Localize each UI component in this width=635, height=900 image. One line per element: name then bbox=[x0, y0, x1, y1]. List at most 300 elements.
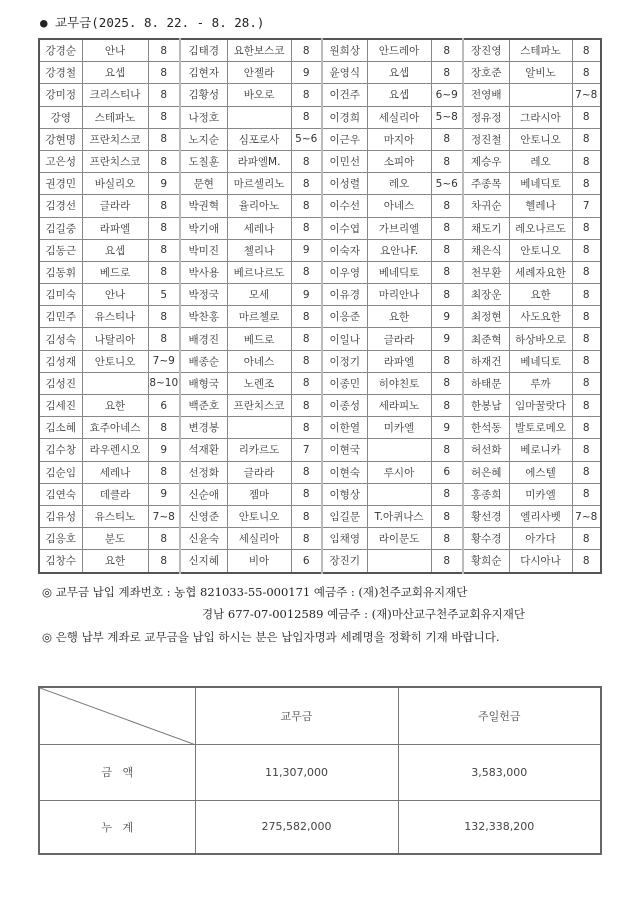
cell-name: 김유성 bbox=[39, 505, 82, 527]
cell-months: 8 bbox=[291, 106, 322, 128]
cell-name: 최준혁 bbox=[463, 328, 509, 350]
cell-baptismal-name bbox=[82, 372, 148, 394]
cell-months: 6 bbox=[431, 461, 463, 483]
cell-months: 7~9 bbox=[148, 350, 180, 372]
cell-name: 김수창 bbox=[39, 439, 82, 461]
cell-name: 이유경 bbox=[322, 284, 367, 306]
cell-name: 강경순 bbox=[39, 39, 82, 62]
cell-months: 8 bbox=[291, 306, 322, 328]
table-row bbox=[39, 483, 601, 505]
cell-months: 6 bbox=[148, 395, 180, 417]
cell-name: 신순애 bbox=[180, 483, 227, 505]
cell-baptismal-name: 베로니카 bbox=[509, 439, 572, 461]
cell-baptismal-name: 세레나 bbox=[227, 217, 291, 239]
cell-name: 박기애 bbox=[180, 217, 227, 239]
section-heading: ● 교무금(2025. 8. 22. - 8. 28.) bbox=[40, 15, 265, 30]
cell-months: 8 bbox=[572, 62, 601, 84]
cell-months: 8 bbox=[291, 417, 322, 439]
cell-name: 이종성 bbox=[322, 395, 367, 417]
cell-months: 8 bbox=[148, 128, 180, 150]
cell-months: 8 bbox=[148, 528, 180, 550]
payment-instruction: ◎ 은행 납부 계좌로 교무금을 납입 하시는 분은 납입자명과 세례명을 정확히 기재 바랍니다. bbox=[42, 630, 500, 644]
cell-months: 8 bbox=[572, 528, 601, 550]
cell-name: 이수선 bbox=[322, 195, 367, 217]
cell-months: 8 bbox=[431, 528, 463, 550]
cell-months: 8 bbox=[291, 217, 322, 239]
cell-months: 9 bbox=[431, 417, 463, 439]
cell-baptismal-name: 레오나르도 bbox=[509, 217, 572, 239]
table-row bbox=[39, 505, 601, 527]
cell-baptismal-name: 요셉 bbox=[367, 62, 431, 84]
cell-months: 7~8 bbox=[148, 505, 180, 527]
cell-baptismal-name: 베드로 bbox=[227, 328, 291, 350]
cell-name: 배형국 bbox=[180, 372, 227, 394]
cell-months: 8 bbox=[431, 550, 463, 573]
account-note-2: 경남 677-07-0012589 예금주 : (재)마산교구천주교회유지재단 bbox=[202, 607, 526, 621]
cell-baptismal-name: 안토니오 bbox=[227, 505, 291, 527]
cell-baptismal-name: 엘리사벳 bbox=[509, 505, 572, 527]
cell-name: 주종목 bbox=[463, 173, 509, 195]
cell-months: 8 bbox=[431, 217, 463, 239]
cell-baptismal-name: 베드로 bbox=[82, 261, 148, 283]
cell-baptismal-name: 안토니오 bbox=[509, 128, 572, 150]
cell-months: 7~8 bbox=[572, 84, 601, 106]
cell-baptismal-name: 율리아노 bbox=[227, 195, 291, 217]
cell-name: 이한열 bbox=[322, 417, 367, 439]
cell-name: 박권혁 bbox=[180, 195, 227, 217]
cell-months: 8 bbox=[572, 173, 601, 195]
cell-name: 박미진 bbox=[180, 239, 227, 261]
cell-baptismal-name bbox=[227, 106, 291, 128]
table-row bbox=[39, 195, 601, 217]
cell-name: 장호준 bbox=[463, 62, 509, 84]
cell-baptismal-name: 나탈리아 bbox=[82, 328, 148, 350]
cell-months: 8 bbox=[431, 239, 463, 261]
cell-name: 김창수 bbox=[39, 550, 82, 573]
cell-name: 박찬홍 bbox=[180, 306, 227, 328]
cell-months: 6 bbox=[291, 550, 322, 573]
cell-baptismal-name: 데클라 bbox=[82, 483, 148, 505]
table-row bbox=[39, 173, 601, 195]
cell-name: 김민주 bbox=[39, 306, 82, 328]
cell-baptismal-name: 세실리아 bbox=[227, 528, 291, 550]
cell-name: 도칠훈 bbox=[180, 150, 227, 172]
table-row bbox=[39, 217, 601, 239]
cell-baptismal-name: 알비노 bbox=[509, 62, 572, 84]
cell-months: 8 bbox=[572, 395, 601, 417]
cell-name: 김동휘 bbox=[39, 261, 82, 283]
cell-name: 나정호 bbox=[180, 106, 227, 128]
cell-name: 이현숙 bbox=[322, 461, 367, 483]
cell-months: 5~8 bbox=[431, 106, 463, 128]
cell-name: 김현자 bbox=[180, 62, 227, 84]
cell-baptismal-name: 레오 bbox=[367, 173, 431, 195]
cell-baptismal-name: 베르나르도 bbox=[227, 261, 291, 283]
cell-name: 석재환 bbox=[180, 439, 227, 461]
cell-baptismal-name: 바실리오 bbox=[82, 173, 148, 195]
cell-name: 김성숙 bbox=[39, 328, 82, 350]
cell-months: 8 bbox=[148, 328, 180, 350]
table-row bbox=[39, 550, 601, 573]
cell-months: 8 bbox=[148, 417, 180, 439]
cell-months: 8 bbox=[572, 217, 601, 239]
diagonal-line bbox=[40, 688, 196, 745]
cell-baptismal-name: 안토니오 bbox=[82, 350, 148, 372]
cell-name: 이종민 bbox=[322, 372, 367, 394]
cell-months: 8 bbox=[148, 195, 180, 217]
cell-name: 홍종희 bbox=[463, 483, 509, 505]
cell-months: 8 bbox=[431, 39, 463, 62]
cell-baptismal-name: 베네딕토 bbox=[509, 173, 572, 195]
cell-baptismal-name: 요한보스코 bbox=[227, 39, 291, 62]
cell-baptismal-name: 요한 bbox=[367, 306, 431, 328]
cell-months: 8 bbox=[291, 350, 322, 372]
cell-name: 이형상 bbox=[322, 483, 367, 505]
cell-baptismal-name: 안나 bbox=[82, 39, 148, 62]
cell-name: 윤영식 bbox=[322, 62, 367, 84]
cell-name: 이건주 bbox=[322, 84, 367, 106]
cell-months: 5~6 bbox=[431, 173, 463, 195]
cell-name: 하재건 bbox=[463, 350, 509, 372]
cell-baptismal-name: 라파엘 bbox=[82, 217, 148, 239]
cell-baptismal-name: 사도요한 bbox=[509, 306, 572, 328]
cell-baptismal-name bbox=[227, 417, 291, 439]
cell-baptismal-name: 아가다 bbox=[509, 528, 572, 550]
cell-months: 8 bbox=[572, 306, 601, 328]
cell-months: 7 bbox=[291, 439, 322, 461]
cell-baptismal-name: 다시아나 bbox=[509, 550, 572, 573]
cell-months: 8 bbox=[431, 284, 463, 306]
cell-name: 이숙자 bbox=[322, 239, 367, 261]
cell-baptismal-name: 요셉 bbox=[82, 239, 148, 261]
cell-months: 8 bbox=[431, 195, 463, 217]
cell-name: 박정국 bbox=[180, 284, 227, 306]
cell-name: 장진기 bbox=[322, 550, 367, 573]
cell-baptismal-name: 요한 bbox=[82, 395, 148, 417]
cell-months: 8 bbox=[431, 505, 463, 527]
table-row bbox=[39, 461, 601, 483]
cell-name: 황선경 bbox=[463, 505, 509, 527]
cell-months: 9 bbox=[291, 239, 322, 261]
cell-months: 9 bbox=[148, 483, 180, 505]
cell-name: 이근우 bbox=[322, 128, 367, 150]
cell-months: 8 bbox=[572, 550, 601, 573]
cell-baptismal-name: 미카엘 bbox=[509, 483, 572, 505]
cell-baptismal-name bbox=[367, 439, 431, 461]
cell-name: 임채영 bbox=[322, 528, 367, 550]
cell-months: 8 bbox=[572, 150, 601, 172]
cell-baptismal-name: 글라라 bbox=[82, 195, 148, 217]
cell-name: 한석동 bbox=[463, 417, 509, 439]
cell-months: 8 bbox=[572, 461, 601, 483]
cell-name: 하태문 bbox=[463, 372, 509, 394]
table-row bbox=[39, 306, 601, 328]
cell-months: 8 bbox=[148, 261, 180, 283]
header-offering: 교무금 bbox=[195, 687, 398, 744]
cell-name: 천무환 bbox=[463, 261, 509, 283]
cell-baptismal-name: 요셉 bbox=[367, 84, 431, 106]
cell-baptismal-name: 아네스 bbox=[367, 195, 431, 217]
cell-baptismal-name: 히야친토 bbox=[367, 372, 431, 394]
cell-months: 8 bbox=[148, 39, 180, 62]
table-row bbox=[39, 239, 601, 261]
account-note-1: ◎ 교무금 납입 계좌번호 : 농협 821033-55-000171 예금주 : (재)천주교회유지재단 bbox=[42, 585, 468, 599]
cell-months: 8 bbox=[572, 483, 601, 505]
cell-name: 이일나 bbox=[322, 328, 367, 350]
cell-months: 8 bbox=[431, 439, 463, 461]
cell-months: 6~9 bbox=[431, 84, 463, 106]
cumulative-sunday: 132,338,200 bbox=[398, 800, 601, 854]
table-row bbox=[39, 328, 601, 350]
cell-name: 문현 bbox=[180, 173, 227, 195]
cell-months: 8 bbox=[291, 372, 322, 394]
cell-name: 황희순 bbox=[463, 550, 509, 573]
cell-baptismal-name: 글라라 bbox=[227, 461, 291, 483]
cell-name: 박사용 bbox=[180, 261, 227, 283]
cell-name: 김동근 bbox=[39, 239, 82, 261]
cell-baptismal-name: 노렌조 bbox=[227, 372, 291, 394]
cell-months: 8 bbox=[291, 261, 322, 283]
cell-months: 8 bbox=[431, 150, 463, 172]
cell-name: 임길문 bbox=[322, 505, 367, 527]
cell-baptismal-name: 하상바오로 bbox=[509, 328, 572, 350]
cell-baptismal-name: 루까 bbox=[509, 372, 572, 394]
cell-name: 강미정 bbox=[39, 84, 82, 106]
cell-name: 최장운 bbox=[463, 284, 509, 306]
table-row bbox=[39, 106, 601, 128]
cell-months: 8 bbox=[431, 483, 463, 505]
cell-months: 8 bbox=[291, 84, 322, 106]
cell-months: 8 bbox=[572, 39, 601, 62]
amount-offering: 11,307,000 bbox=[195, 744, 398, 800]
cell-months: 8 bbox=[148, 84, 180, 106]
cell-months: 9 bbox=[148, 439, 180, 461]
cell-baptismal-name: 헬레나 bbox=[509, 195, 572, 217]
cell-baptismal-name: 요셉 bbox=[82, 62, 148, 84]
cell-baptismal-name: 효주아네스 bbox=[82, 417, 148, 439]
cell-name: 이현국 bbox=[322, 439, 367, 461]
cell-name: 고은성 bbox=[39, 150, 82, 172]
cell-baptismal-name: 에스텔 bbox=[509, 461, 572, 483]
cell-baptismal-name: 마르셀리노 bbox=[227, 173, 291, 195]
table-row bbox=[39, 417, 601, 439]
cell-months: 8 bbox=[572, 239, 601, 261]
cell-name: 변경봉 bbox=[180, 417, 227, 439]
cell-baptismal-name bbox=[367, 550, 431, 573]
cell-name: 제승우 bbox=[463, 150, 509, 172]
cell-months: 8 bbox=[148, 239, 180, 261]
cell-baptismal-name: 요한 bbox=[509, 284, 572, 306]
cell-name: 김미숙 bbox=[39, 284, 82, 306]
cell-baptismal-name: 마지아 bbox=[367, 128, 431, 150]
cell-months: 8 bbox=[148, 106, 180, 128]
diagonal-header-cell bbox=[39, 687, 195, 744]
cell-name: 원희상 bbox=[322, 39, 367, 62]
row-label-cumulative: 누 계 bbox=[39, 800, 195, 854]
cell-name: 백준호 bbox=[180, 395, 227, 417]
cell-months: 5~6 bbox=[291, 128, 322, 150]
cell-months: 8 bbox=[148, 217, 180, 239]
cell-name: 배종순 bbox=[180, 350, 227, 372]
cell-months: 8 bbox=[291, 395, 322, 417]
cell-months: 8 bbox=[148, 150, 180, 172]
cell-months: 8 bbox=[572, 372, 601, 394]
cell-name: 신영준 bbox=[180, 505, 227, 527]
header-sunday-collection: 주일헌금 bbox=[398, 687, 601, 744]
cell-baptismal-name: 세레나 bbox=[82, 461, 148, 483]
cell-months: 8 bbox=[148, 461, 180, 483]
cell-name: 선정화 bbox=[180, 461, 227, 483]
cell-baptismal-name: 스테파노 bbox=[82, 106, 148, 128]
table-row bbox=[39, 261, 601, 283]
cell-baptismal-name: 라이문도 bbox=[367, 528, 431, 550]
cell-name: 최정현 bbox=[463, 306, 509, 328]
cell-name: 장진영 bbox=[463, 39, 509, 62]
cell-months: 7 bbox=[572, 195, 601, 217]
cell-name: 이정기 bbox=[322, 350, 367, 372]
cell-name: 허은혜 bbox=[463, 461, 509, 483]
cell-months: 8 bbox=[572, 417, 601, 439]
cell-name: 강경철 bbox=[39, 62, 82, 84]
cell-months: 9 bbox=[148, 173, 180, 195]
cell-baptismal-name: 젬마 bbox=[227, 483, 291, 505]
cell-baptismal-name: 루시아 bbox=[367, 461, 431, 483]
cell-baptismal-name: 안나 bbox=[82, 284, 148, 306]
cell-months: 8 bbox=[148, 550, 180, 573]
cell-baptismal-name: 세실리아 bbox=[367, 106, 431, 128]
cell-months: 8 bbox=[431, 62, 463, 84]
summary-table bbox=[38, 686, 602, 855]
cell-baptismal-name: 베네딕토 bbox=[509, 350, 572, 372]
cell-name: 강현명 bbox=[39, 128, 82, 150]
cell-name: 김응호 bbox=[39, 528, 82, 550]
cell-baptismal-name: 임마꿀랏다 bbox=[509, 395, 572, 417]
cell-name: 배경진 bbox=[180, 328, 227, 350]
cell-months: 8 bbox=[291, 528, 322, 550]
table-row bbox=[39, 128, 601, 150]
cell-name: 김소혜 bbox=[39, 417, 82, 439]
cell-months: 8 bbox=[291, 505, 322, 527]
cell-months: 7~8 bbox=[572, 505, 601, 527]
cell-name: 채도기 bbox=[463, 217, 509, 239]
cell-name: 정유정 bbox=[463, 106, 509, 128]
cell-months: 8 bbox=[431, 261, 463, 283]
cell-baptismal-name: 요한 bbox=[82, 550, 148, 573]
cell-months: 8 bbox=[431, 350, 463, 372]
cell-months: 9 bbox=[291, 284, 322, 306]
cell-baptismal-name: 바오로 bbox=[227, 84, 291, 106]
row-label-amount: 금 액 bbox=[39, 744, 195, 800]
cell-months: 8 bbox=[431, 372, 463, 394]
cell-name: 신윤숙 bbox=[180, 528, 227, 550]
cell-name: 이경희 bbox=[322, 106, 367, 128]
cell-baptismal-name: 레오 bbox=[509, 150, 572, 172]
cell-baptismal-name: 글라라 bbox=[367, 328, 431, 350]
cell-months: 9 bbox=[291, 62, 322, 84]
cell-name: 채은식 bbox=[463, 239, 509, 261]
table-row bbox=[39, 62, 601, 84]
cell-months: 8 bbox=[291, 173, 322, 195]
cell-name: 신지혜 bbox=[180, 550, 227, 573]
cell-name: 전영배 bbox=[463, 84, 509, 106]
cell-baptismal-name: 라파엘 bbox=[367, 350, 431, 372]
cell-baptismal-name: 안토니오 bbox=[509, 239, 572, 261]
cell-name: 이우영 bbox=[322, 261, 367, 283]
cell-months: 9 bbox=[431, 328, 463, 350]
cell-baptismal-name: 분도 bbox=[82, 528, 148, 550]
cell-baptismal-name: 발토로메오 bbox=[509, 417, 572, 439]
cell-name: 김길중 bbox=[39, 217, 82, 239]
cell-months: 8 bbox=[291, 195, 322, 217]
cell-name: 권경민 bbox=[39, 173, 82, 195]
cell-months: 8 bbox=[572, 328, 601, 350]
cell-months: 8 bbox=[291, 328, 322, 350]
cell-name: 김순임 bbox=[39, 461, 82, 483]
cell-months: 8 bbox=[291, 39, 322, 62]
cell-months: 8 bbox=[431, 128, 463, 150]
cell-baptismal-name: 요안나F. bbox=[367, 239, 431, 261]
cell-baptismal-name: 세례자요한 bbox=[509, 261, 572, 283]
cell-months: 8~10 bbox=[148, 372, 180, 394]
cell-baptismal-name: 첼리나 bbox=[227, 239, 291, 261]
cell-baptismal-name: 프란치스코 bbox=[82, 128, 148, 150]
cell-name: 김경선 bbox=[39, 195, 82, 217]
cell-name: 강영 bbox=[39, 106, 82, 128]
cell-name: 김연숙 bbox=[39, 483, 82, 505]
cell-months: 8 bbox=[148, 306, 180, 328]
cell-months: 8 bbox=[572, 350, 601, 372]
cell-months: 8 bbox=[148, 62, 180, 84]
cell-baptismal-name: 안드레아 bbox=[367, 39, 431, 62]
cell-baptismal-name: 안젤라 bbox=[227, 62, 291, 84]
table-row bbox=[39, 395, 601, 417]
cell-baptismal-name: 리카르도 bbox=[227, 439, 291, 461]
table-row bbox=[39, 284, 601, 306]
cell-baptismal-name: 유스티나 bbox=[82, 306, 148, 328]
cell-baptismal-name: 심포로사 bbox=[227, 128, 291, 150]
cell-baptismal-name bbox=[367, 483, 431, 505]
cell-name: 이민선 bbox=[322, 150, 367, 172]
cell-name: 이성렬 bbox=[322, 173, 367, 195]
cell-months: 8 bbox=[572, 128, 601, 150]
cell-baptismal-name: 베네딕토 bbox=[367, 261, 431, 283]
cell-name: 노지순 bbox=[180, 128, 227, 150]
cell-baptismal-name: 유스티노 bbox=[82, 505, 148, 527]
cell-baptismal-name bbox=[509, 84, 572, 106]
table-row bbox=[39, 84, 601, 106]
cell-baptismal-name: 스테파노 bbox=[509, 39, 572, 62]
cell-name: 김성재 bbox=[39, 350, 82, 372]
cell-months: 8 bbox=[572, 106, 601, 128]
table-row bbox=[39, 39, 601, 62]
offering-table bbox=[38, 38, 602, 574]
table-row bbox=[39, 150, 601, 172]
cell-baptismal-name: 세라피노 bbox=[367, 395, 431, 417]
table-row bbox=[39, 439, 601, 461]
cell-months: 8 bbox=[572, 261, 601, 283]
cell-baptismal-name: T.아퀴나스 bbox=[367, 505, 431, 527]
cell-name: 김황성 bbox=[180, 84, 227, 106]
cell-months: 8 bbox=[291, 483, 322, 505]
cell-months: 8 bbox=[572, 284, 601, 306]
cumulative-offering: 275,582,000 bbox=[195, 800, 398, 854]
cell-baptismal-name: 라우렌시오 bbox=[82, 439, 148, 461]
cell-baptismal-name: 미카엘 bbox=[367, 417, 431, 439]
cell-baptismal-name: 가브리엘 bbox=[367, 217, 431, 239]
cell-name: 이응준 bbox=[322, 306, 367, 328]
cell-name: 정진철 bbox=[463, 128, 509, 150]
cell-months: 9 bbox=[431, 306, 463, 328]
